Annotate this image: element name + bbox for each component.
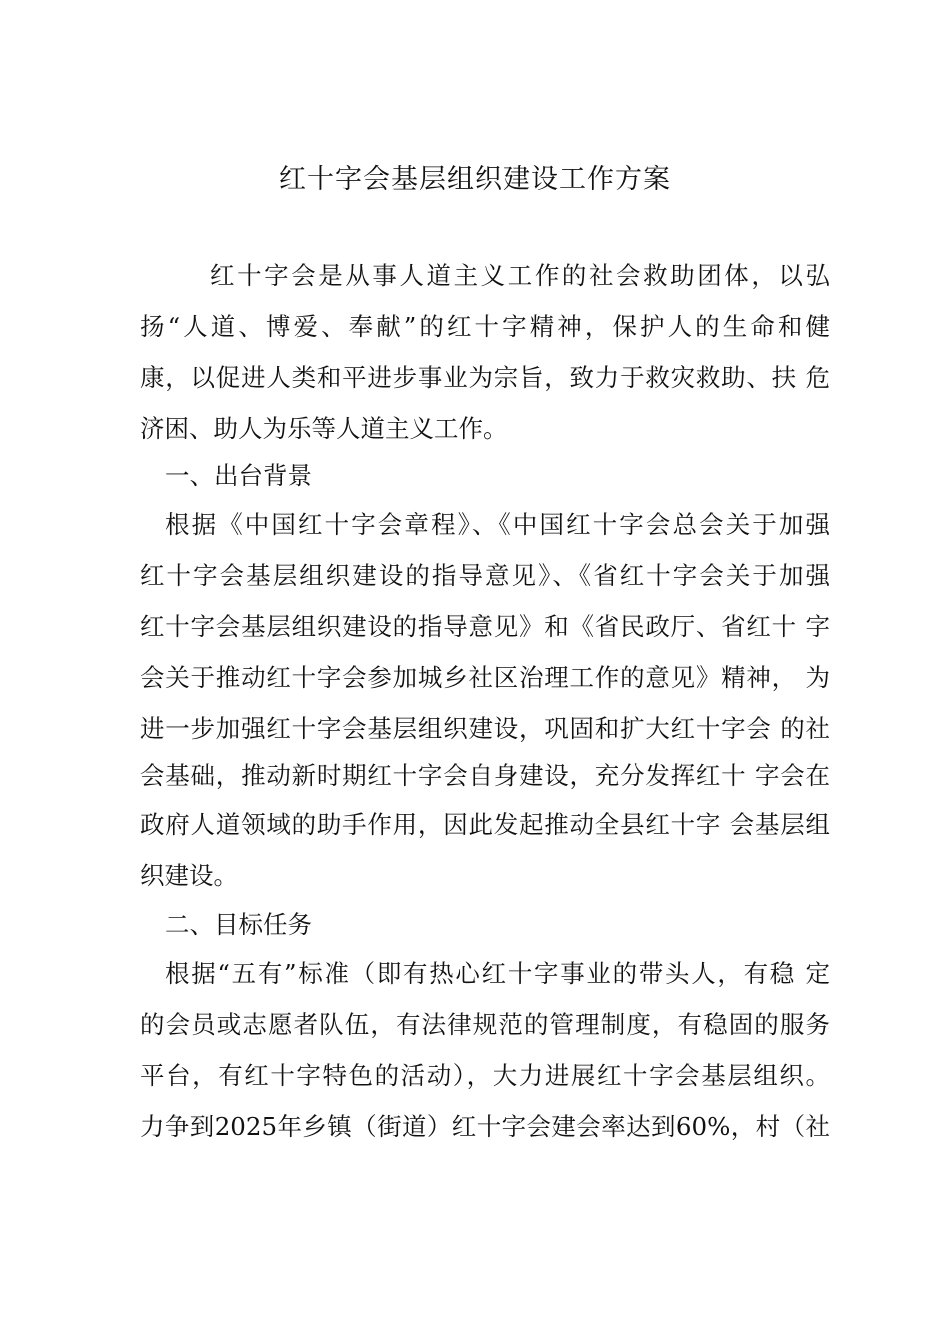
paragraph-line: 政府人道领域的助手作用，因此发起推动全县红十字 会基层组	[140, 810, 830, 839]
paragraph-line: 进一步加强红十字会基层组织建设，巩固和扩大红十字会 的社	[140, 714, 830, 743]
paragraph-line: 红十字会是从事人道主义工作的社会救助团体，以弘	[210, 261, 830, 290]
section-heading-goals: 二、目标任务	[165, 910, 312, 939]
document-title: 红十字会基层组织建设工作方案	[279, 164, 671, 195]
paragraph-line: 会关于推动红十字会参加城乡社区治理工作的意见》精神， 为	[140, 663, 830, 692]
section-heading-background: 一、出台背景	[165, 461, 312, 490]
paragraph-line: 织建设。	[140, 861, 238, 890]
paragraph-line: 康，以促进人类和平进步事业为宗旨，致力于救灾救助、扶 危	[140, 363, 830, 392]
paragraph-line: 平台，有红十字特色的活动），大力进展红十字会基层组织。	[140, 1061, 830, 1090]
paragraph-line: 的会员或志愿者队伍，有法律规范的管理制度，有稳固的服务	[140, 1010, 830, 1039]
paragraph-line: 扬“人道、博爱、奉献”的红十字精神，保护人的生命和健	[140, 312, 830, 341]
paragraph-line: 根据“五有”标准（即有热心红十字事业的带头人，有稳 定	[165, 959, 830, 988]
paragraph-line: 济困、助人为乐等人道主义工作。	[140, 414, 508, 443]
paragraph-line: 力争到2025年乡镇（街道）红十字会建会率达到60%，村（社	[140, 1112, 830, 1141]
paragraph-line: 会基础，推动新时期红十字会自身建设，充分发挥红十 字会在	[140, 761, 830, 790]
paragraph-line: 红十字会基层组织建设的指导意见》、《省红十字会关于加强	[140, 561, 830, 590]
paragraph-line: 根据《中国红十字会章程》、《中国红十字会总会关于加强	[165, 510, 830, 539]
paragraph-line: 红十字会基层组织建设的指导意见》和《省民政厅、省红十 字	[140, 612, 830, 641]
